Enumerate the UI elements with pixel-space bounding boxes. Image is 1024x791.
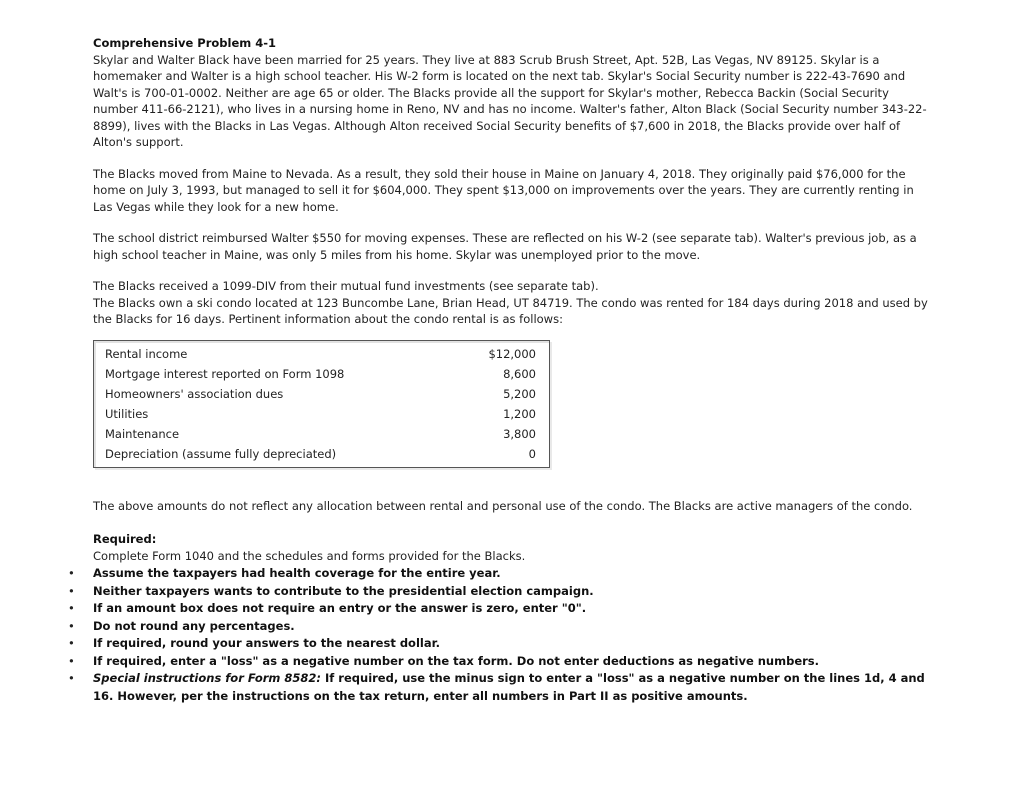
table-row [94, 424, 550, 444]
row-label: Homeowners' association dues [105, 386, 284, 401]
condo-rental-table [93, 340, 550, 468]
required-intro: Complete Form 1040 and the schedules and forms provided for the Blacks. [93, 548, 526, 563]
list-item: • If an amount box does not require an entry or the answer is zero, enter "0". [93, 600, 935, 618]
list-item: • If required, round your answers to the nearest dollar. [93, 635, 935, 653]
row-amount: $12,000 [488, 346, 536, 361]
list-item: • If required, enter a "loss" as a negative number on the tax form. Do not enter deductions as negative numbers. [93, 653, 935, 671]
list-item-special-8582 [93, 670, 935, 705]
table-row [94, 444, 550, 468]
special-instructions-label: Special instructions for Form 8582: [93, 671, 322, 685]
problem-title: Comprehensive Problem 4-1 [93, 36, 277, 50]
table-row [94, 384, 550, 404]
paragraph-taxpayer-info: Skylar and Walter Black have been married for 25 years. They live at 883 Scrub Brush Street, Apt. 52B, Las Vegas, NV 89125. Skylar is a homemaker and Walter is a high school teacher. His W-2 form is located on the next tab. Skylar's Social Security number is 222-43-7690 and Walt's is 700-01-0002. Neither are age 65 or older. The Blacks provide all the support for Skylar's mother, Rebecca Backin (Social Security number 411-66-2121), who lives in a nursing home in Reno, NV and has no income. Walter's father, Alton Black (Social Security number 343-22-8899), lives with the Blacks in Las Vegas. Although Alton received Social Security benefits of $7,600 in 2018, the Blacks provide over half of Alton's support. [93, 52, 927, 149]
paragraph-1099-div: The Blacks received a 1099-DIV from their mutual fund investments (see separate tab). [93, 279, 599, 293]
special-instructions-text: If required, use the minus sign to enter a "loss" as a negative number on the lines 1d, 4 and 16. However, per the instructions on the tax return, enter all numbers in Part II as positive amounts. [93, 671, 925, 703]
row-amount: 8,600 [503, 366, 536, 381]
row-label: Mortgage interest reported on Form 1098 [105, 366, 345, 381]
required-heading: Required: [93, 532, 157, 546]
allocation-note: The above amounts do not reflect any allocation between rental and personal use of the condo. The Blacks are active managers of the condo. [93, 498, 913, 513]
table-row [94, 340, 550, 364]
row-label: Utilities [105, 406, 149, 421]
row-amount: 0 [528, 446, 536, 461]
list-item: • Neither taxpayers wants to contribute to the presidential election campaign. [93, 583, 935, 601]
row-label: Rental income [105, 346, 188, 361]
instruction-list [93, 565, 935, 705]
row-amount: 1,200 [503, 406, 536, 421]
paragraph-condo: The Blacks own a ski condo located at 123 Buncombe Lane, Brian Head, UT 84719. The condo was rented for 184 days during 2018 and used by the Blacks for 16 days. Pertinent information about the condo rental is as follows: [93, 295, 928, 326]
table-row [94, 404, 550, 424]
list-item: • Assume the taxpayers had health coverage for the entire year. [93, 565, 935, 583]
paragraph-moving-expenses: The school district reimbursed Walter $550 for moving expenses. These are reflected on his W-2 (see separate tab). Walter's previous job, as a high school teacher in Maine, was only 5 miles from his home. Skylar was unemployed prior to the move. [93, 231, 917, 262]
paragraph-house-sale: The Blacks moved from Maine to Nevada. As a result, they sold their house in Maine on January 4, 2018. They originally paid $76,000 for the home on July 3, 1993, but managed to sell it for $604,000. They spent $13,000 on improvements over the years. They are currently renting in Las Vegas while they look for a new home. [93, 166, 914, 214]
row-label: Depreciation (assume fully depreciated) [105, 446, 337, 461]
row-amount: 5,200 [503, 386, 536, 401]
list-item: • Do not round any percentages. [93, 618, 935, 636]
problem-document [93, 35, 935, 705]
row-amount: 3,800 [503, 426, 536, 441]
table-row [94, 364, 550, 384]
row-label: Maintenance [105, 426, 180, 441]
